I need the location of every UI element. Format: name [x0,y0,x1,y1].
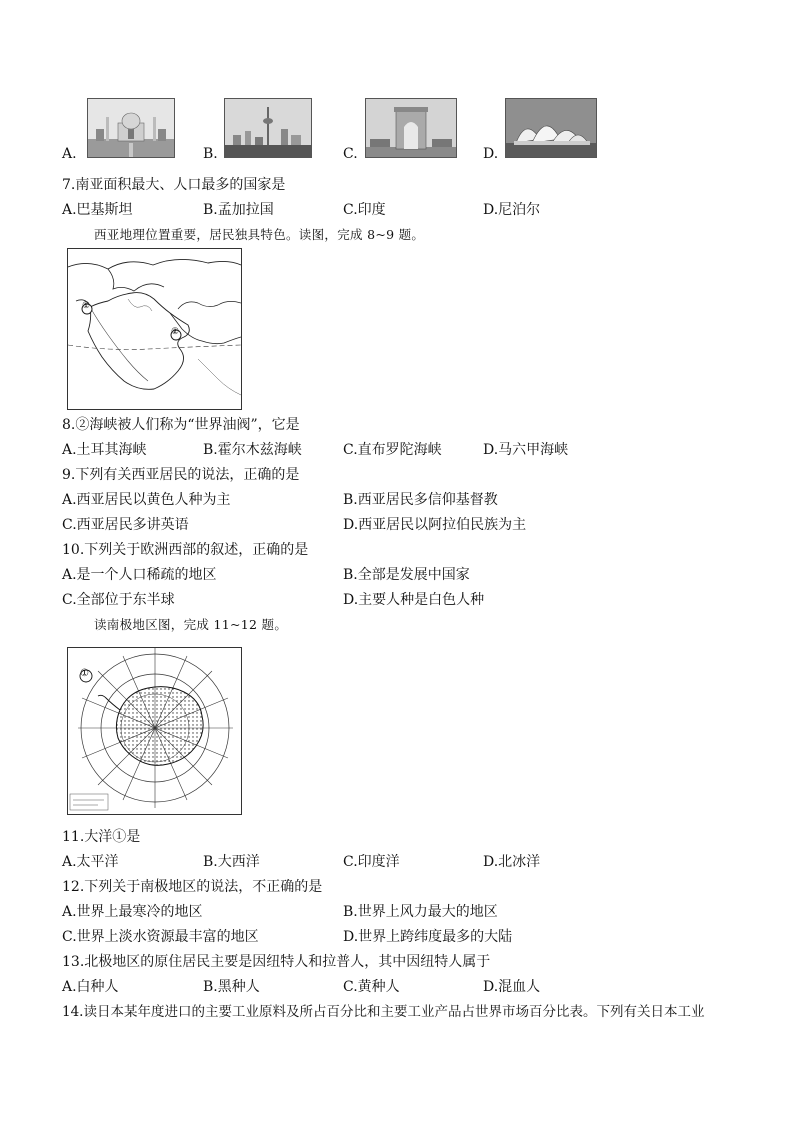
q10-option-c[interactable]: C.全部位于东半球 [62,592,175,608]
q13-option-a[interactable]: A.白种人 [62,979,119,995]
q12-option-a[interactable]: A.世界上最寒冷的地区 [62,904,203,920]
q6-option-b-label: B. [203,146,218,162]
taj-mahal-photo [87,98,175,158]
intro-questions-8-9: 西亚地理位置重要，居民独具特色。读图，完成 8~9 题。 [94,227,425,242]
q9-option-a[interactable]: A.西亚居民以黄色人种为主 [62,492,231,508]
sydney-opera-house-photo [505,98,597,158]
q8-option-c[interactable]: C.直布罗陀海峡 [343,442,442,458]
q9-stem: 9.下列有关西亚居民的说法，正确的是 [62,467,300,483]
q12-option-d[interactable]: D.世界上跨纬度最多的大陆 [343,929,513,945]
q7-option-d[interactable]: D.尼泊尔 [483,202,541,218]
map-label-2: ② [171,327,180,337]
q8-option-a[interactable]: A.土耳其海峡 [62,442,147,458]
q13-option-c[interactable]: C.黄种人 [343,979,400,995]
q6-option-c-label: C. [343,146,358,162]
q13-option-b[interactable]: B.黑种人 [203,979,260,995]
q10-stem: 10.下列关于欧洲西部的叙述，正确的是 [62,542,309,558]
q9-option-b[interactable]: B.西亚居民多信仰基督教 [343,492,498,508]
q10-option-b[interactable]: B.全部是发展中国家 [343,567,470,583]
q14-stem: 14.读日本某年度进口的主要工业原料及所占百分比和主要工业产品占世界市场百分比表。下列有关日本工业 [62,1004,705,1020]
q6-option-a-label: A. [62,146,77,162]
q7-option-a[interactable]: A.巴基斯坦 [62,202,133,218]
q13-option-d[interactable]: D.混血人 [483,979,541,995]
q12-stem: 12.下列关于南极地区的说法，不正确的是 [62,879,323,895]
q11-option-a[interactable]: A.太平洋 [62,854,119,870]
intro-questions-11-12: 读南极地区图，完成 11~12 题。 [94,617,288,632]
q10-option-d[interactable]: D.主要人种是白色人种 [343,592,485,608]
map-label-1: ① [82,301,91,311]
q12-option-b[interactable]: B.世界上风力最大的地区 [343,904,498,920]
q11-stem: 11.大洋①是 [62,829,141,845]
q8-option-b[interactable]: B.霍尔木兹海峡 [203,442,302,458]
antarctica-map [67,647,242,815]
india-gate-photo [365,98,457,158]
q11-option-c[interactable]: C.印度洋 [343,854,400,870]
q7-option-b[interactable]: B.孟加拉国 [203,202,274,218]
q7-option-c[interactable]: C.印度 [343,202,386,218]
tower-city-photo [224,98,312,158]
q9-option-d[interactable]: D.西亚居民以阿拉伯民族为主 [343,517,527,533]
q12-option-c[interactable]: C.世界上淡水资源最丰富的地区 [62,929,259,945]
q9-option-c[interactable]: C.西亚居民多讲英语 [62,517,189,533]
q8-stem: 8.②海峡被人们称为“世界油阀”，它是 [62,417,300,433]
q11-option-d[interactable]: D.北冰洋 [483,854,541,870]
q7-stem: 7.南亚面积最大、人口最多的国家是 [62,177,286,193]
q11-option-b[interactable]: B.大西洋 [203,854,260,870]
q13-stem: 13.北极地区的原住居民主要是因纽特人和拉普人，其中因纽特人属于 [62,954,491,970]
west-asia-map [67,248,242,410]
q8-option-d[interactable]: D.马六甲海峡 [483,442,569,458]
q6-option-d-label: D. [483,146,499,162]
antarctica-map-label-1: ① [80,668,89,679]
q10-option-a[interactable]: A.是一个人口稀疏的地区 [62,567,217,583]
